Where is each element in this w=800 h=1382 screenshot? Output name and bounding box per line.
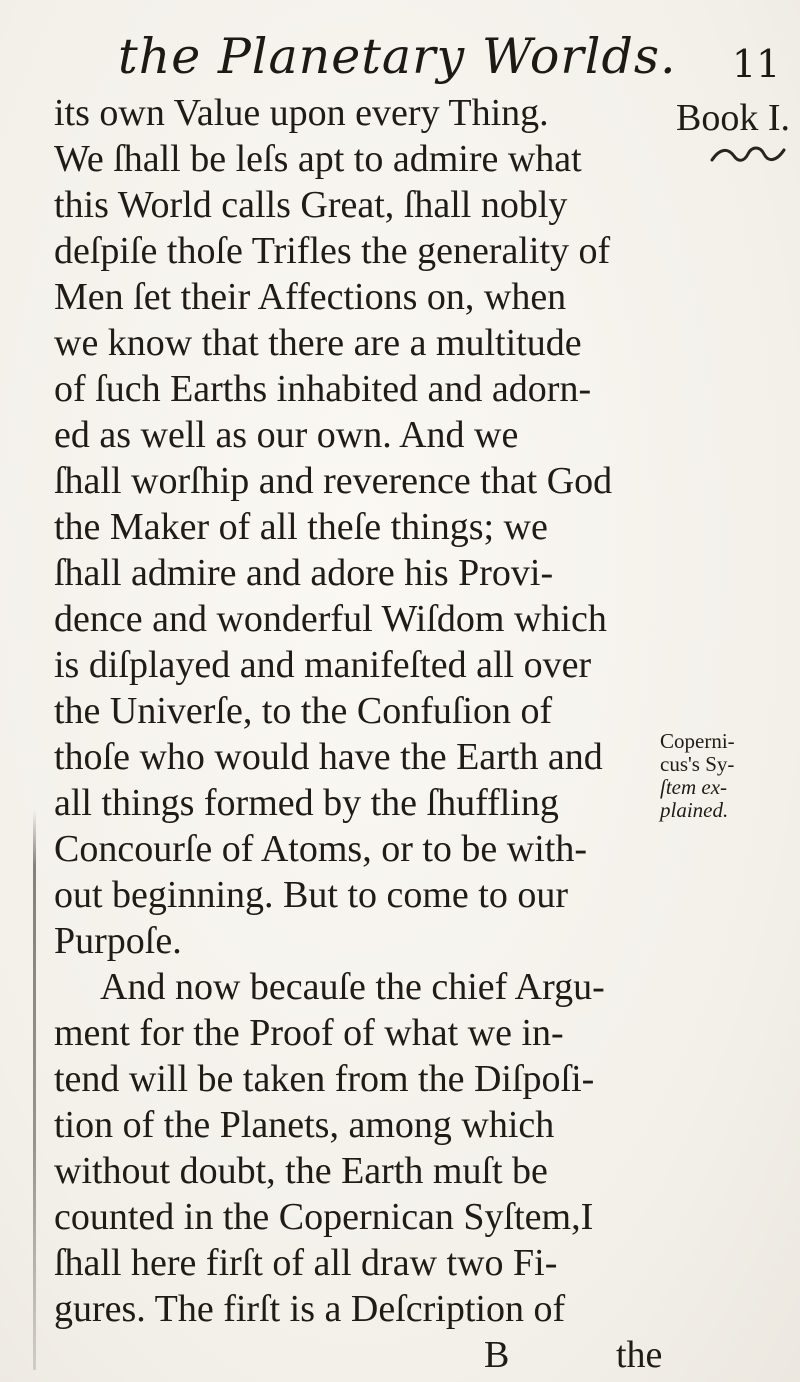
text-line: gures. The firſt is a Deſcription of — [54, 1288, 566, 1330]
margin-note-line: plained. — [660, 798, 729, 822]
book-marker: Book I. — [676, 97, 790, 139]
text-line: we know that there are a multitude — [54, 322, 582, 364]
text-line: ſhall worſhip and reverence that God — [54, 460, 613, 502]
text-line: dence and wonderful Wiſdom which — [54, 598, 607, 640]
text-line: of ſuch Earths inhabited and adorn- — [54, 368, 592, 410]
margin-note — [660, 730, 735, 822]
text-line: thoſe who would have the Earth and — [54, 736, 603, 778]
text-line: tend will be taken from the Diſpoſi- — [54, 1058, 595, 1100]
text-line: We ſhall be leſs apt to admire what — [54, 138, 582, 180]
margin-note-line: Coperni- — [660, 729, 735, 753]
running-title: the Planetary Worlds. — [118, 28, 677, 85]
signature-mark: B — [484, 1334, 510, 1376]
page-number: 11 — [732, 42, 781, 86]
text-line: deſpiſe thoſe Trifles the generality of — [54, 230, 611, 272]
text-line: its own Value upon every Thing. — [54, 92, 549, 134]
page-edge-shadow — [33, 810, 36, 1370]
text-line: the Maker of all theſe things; we — [54, 506, 548, 548]
catchword: the — [616, 1334, 663, 1376]
text-line: ſhall admire and adore his Provi- — [54, 552, 554, 594]
paragraph-start: And now becauſe the chief Argu- — [100, 966, 605, 1008]
text-line: Men ſet their Affections on, when — [54, 276, 567, 318]
page-footer — [54, 1332, 663, 1378]
margin-note-line: cus's Sy- — [660, 752, 735, 776]
margin-note-line: ſtem ex- — [660, 775, 728, 799]
text-line: the Univerſe, to the Confuſion of — [54, 690, 553, 732]
text-line: counted in the Copernican Syſtem,I — [54, 1196, 594, 1238]
text-line: tion of the Planets, among which — [54, 1104, 555, 1146]
text-line: Purpoſe. — [54, 920, 182, 962]
text-line: Concourſe of Atoms, or to be with- — [54, 828, 587, 870]
text-line: is diſplayed and manifeſted all over — [54, 644, 592, 686]
ornament-icon — [708, 142, 788, 168]
text-line: ſhall here firſt of all draw two Fi- — [54, 1242, 558, 1284]
text-line: out beginning. But to come to our — [54, 874, 569, 916]
body-text — [54, 90, 663, 1378]
text-line: ed as well as our own. And we — [54, 414, 519, 456]
text-line: without doubt, the Earth muſt be — [54, 1150, 548, 1192]
text-line: all things formed by the ſhuffling — [54, 782, 559, 824]
text-line: ment for the Proof of what we in- — [54, 1012, 564, 1054]
text-line: this World calls Great, ſhall nobly — [54, 184, 568, 226]
